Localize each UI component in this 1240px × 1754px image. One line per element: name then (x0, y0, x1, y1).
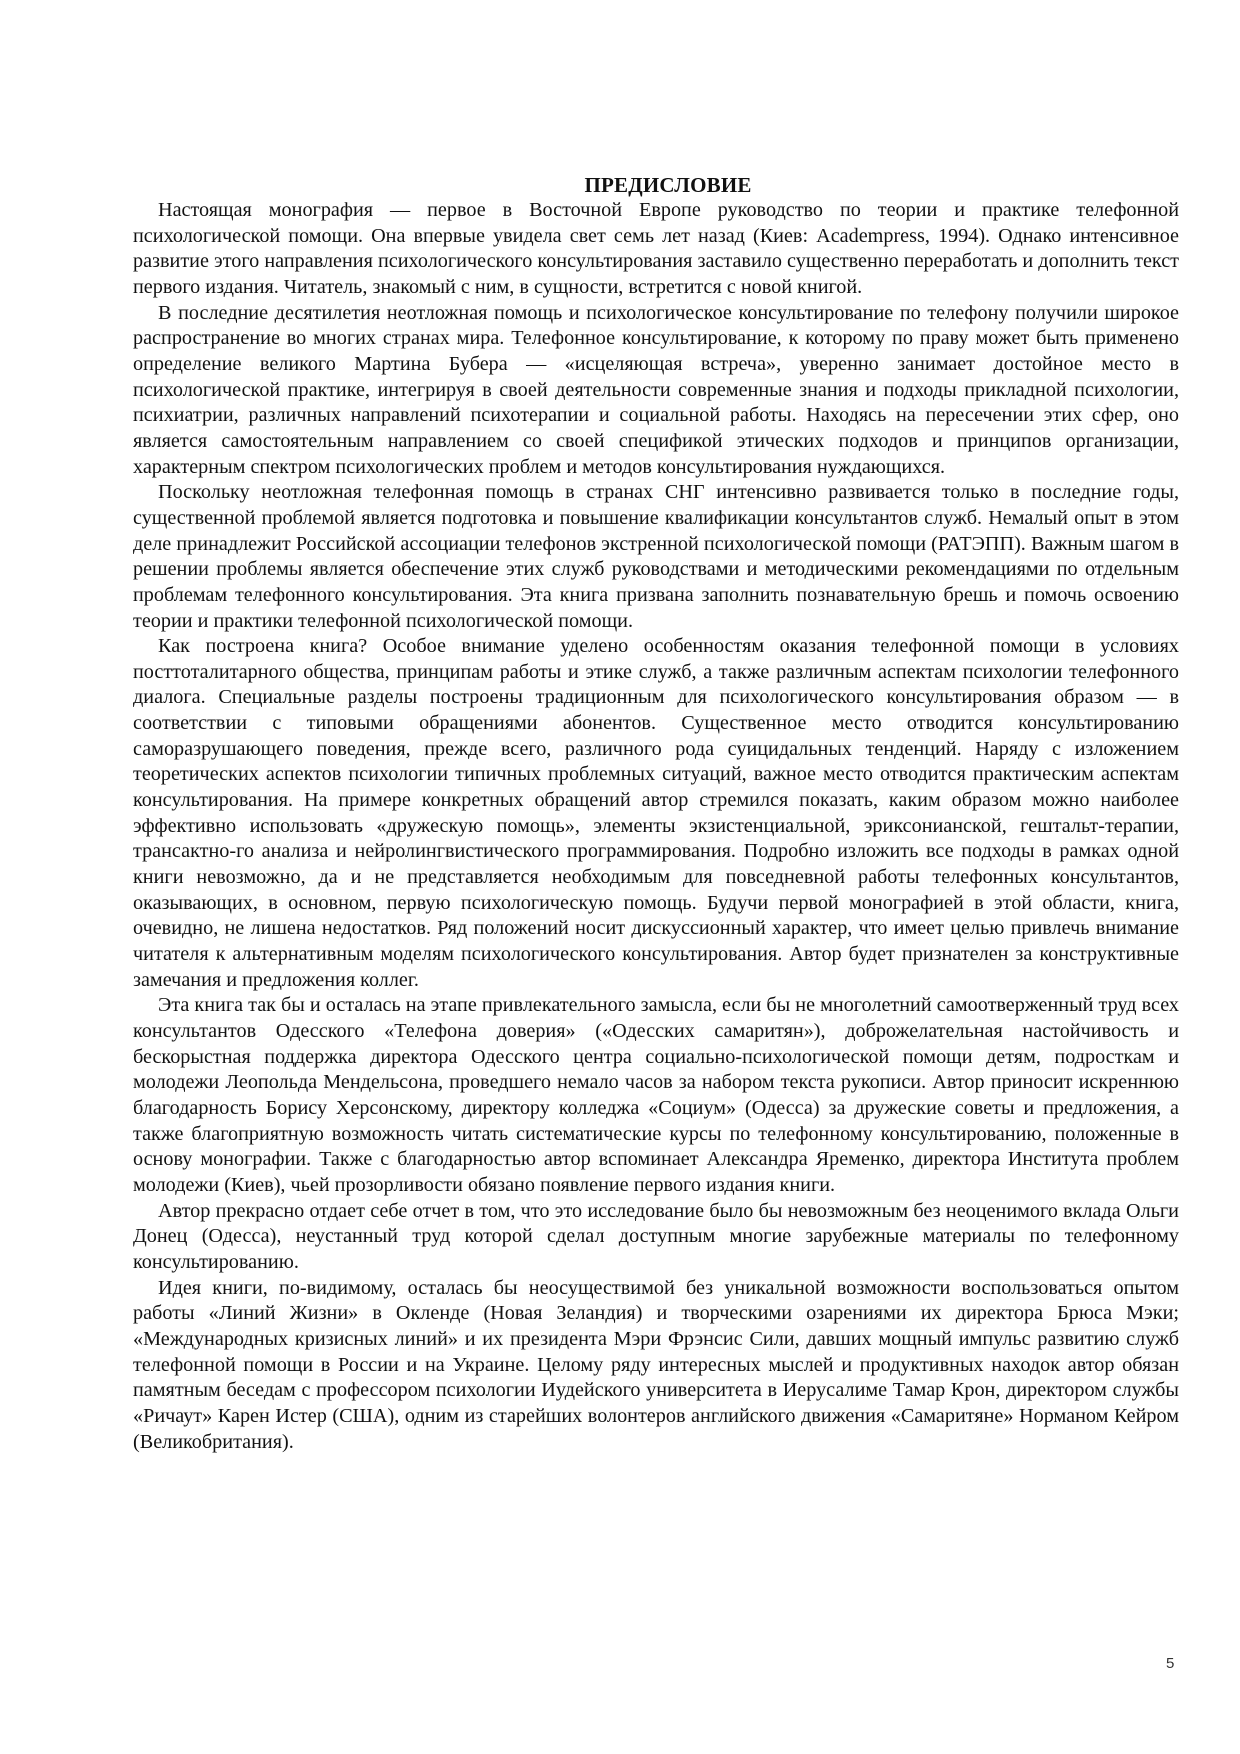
paragraph-4: Как построена книга? Особое внимание уделено особенностям оказания телефонной помощи в условиях посттоталитарного общества, принципам работы и этике служб, а также различным аспектам психологии телефонного диалога. Специальные разделы построены традиционным для психологического консультирования образом — в соответствии с типовыми обращениями абонентов. Существенное место отводится консультированию саморазрушающего поведения, прежде всего, различного рода суицидальных тенденций. Наряду с изложением теоретических аспектов психологии типичных проблемных ситуаций, важное место отводится практическим аспектам консультирования. На примере конкретных обращений автор стремился показать, каким образом можно наиболее эффективно использовать «дружескую помощь», элементы экзистенциальной, эриксонианской, гештальт-терапии, трансактно-го анализа и нейролингвистического программирования. Подробно изложить все подходы в рамках одной книги невозможно, да и не представляется необходимым для повседневной работы телефонных консультантов, оказывающих, в основном, первую психологическую помощь. Будучи первой монографией в этой области, книга, очевидно, не лишена недостатков. Ряд положений носит дискуссионный характер, что имеет целью привлечь внимание читателя к альтернативным моделям психологического консультирования. Автор будет признателен за конструктивные замечания и предложения коллег. (133, 635, 1179, 991)
paragraph-2: В последние десятилетия неотложная помощь и психологическое консультирование по телефону получили широкое распространение во многих странах мира. Телефонное консультирование, к которому по праву может быть применено определение великого Мартина Бубера — «исцеляющая встреча», уверенно занимает достойное место в психологической практике, интегрируя в своей деятельности современные знания и подходы прикладной психологии, психиатрии, различных направлений психотерапии и социальной работы. Находясь на пересечении этих сфер, оно является самостоятельным направлением со своей спецификой этических подходов и принципов организации, характерным спектром психологических проблем и методов консультирования нуждающихся. (133, 301, 1179, 478)
paragraph-7: Идея книги, по-видимому, осталась бы неосуществимой без уникальной возможности воспользоваться опытом работы «Линий Жизни» в Окленде (Новая Зеландия) и творческими озарениями их директора Брюса Мэки; «Международных кризисных линий» и их президента Мэри Фрэнсис Сили, давших мощный импульс развитию служб телефонной помощи в России и на Украине. Целому ряду интересных мыслей и продуктивных находок автор обязан памятным беседам с профессором психологии Иудейского университета в Иерусалиме Тамар Крон, директором службы «Ричаут» Карен Истер (США), одним из старейших волонтеров английского движения «Самаритяне» Норманом Кейром (Великобритания). (133, 1276, 1179, 1453)
document-page (133, 172, 1179, 1455)
paragraph-5: Эта книга так бы и осталась на этапе привлекательного замысла, если бы не многолетний самоотверженный труд всех консультантов Одесского «Телефона доверия» («Одесских самаритян»), доброжелательная настойчивость и бескорыстная поддержка директора Одесского центра социально-психологической помощи детям, подросткам и молодежи Леопольда Мендельсона, проведшего немало часов за набором текста рукописи. Автор приносит искреннюю благодарность Борису Херсонскому, директору колледжа «Социум» (Одесса) за дружеские советы и предложения, а также благоприятную возможность читать систематические курсы по телефонному консультированию, положенные в основу монографии. Также с благодарностью автор вспоминает Александра Яременко, директора Института проблем молодежи (Киев), чьей прозорливости обязано появление первого издания книги. (133, 994, 1179, 1196)
paragraph-3: Поскольку неотложная телефонная помощь в странах СНГ интенсивно развивается только в последние годы, существенной проблемой является подготовка и повышение квалификации консультантов служб. Немалый опыт в этом деле принадлежит Российской ассоциации телефонов экстренной психологической помощи (РАТЭПП). Важным шагом в решении проблемы является обеспечение этих служб руководствами и методическими рекомендациями по отдельным проблемам телефонного консультирования. Эта книга призвана заполнить познавательную брешь и помочь освоению теории и практики телефонной психологической помощи. (133, 481, 1179, 632)
paragraph-6: Автор прекрасно отдает себе отчет в том, что это исследование было бы невозможным без неоценимого вклада Ольги Донец (Одесса), неустанный труд которой сделал доступным многие зарубежные материалы по телефонному консультированию. (133, 1199, 1179, 1273)
paragraph-1: Настоящая монография — первое в Восточной Европе руководство по теории и практике телефонной психологической помощи. Она впервые увидела свет семь лет назад (Киев: Academpress, 1994). Однако интенсивное развитие этого направления психологического консультирования заставило существенно переработать и дополнить текст первого издания. Читатель, знакомый с ним, в сущности, встретится с новой книгой. (133, 199, 1179, 298)
page-number: 5 (1166, 1655, 1175, 1672)
page-title: ПРЕДИСЛОВИЕ (584, 173, 752, 197)
